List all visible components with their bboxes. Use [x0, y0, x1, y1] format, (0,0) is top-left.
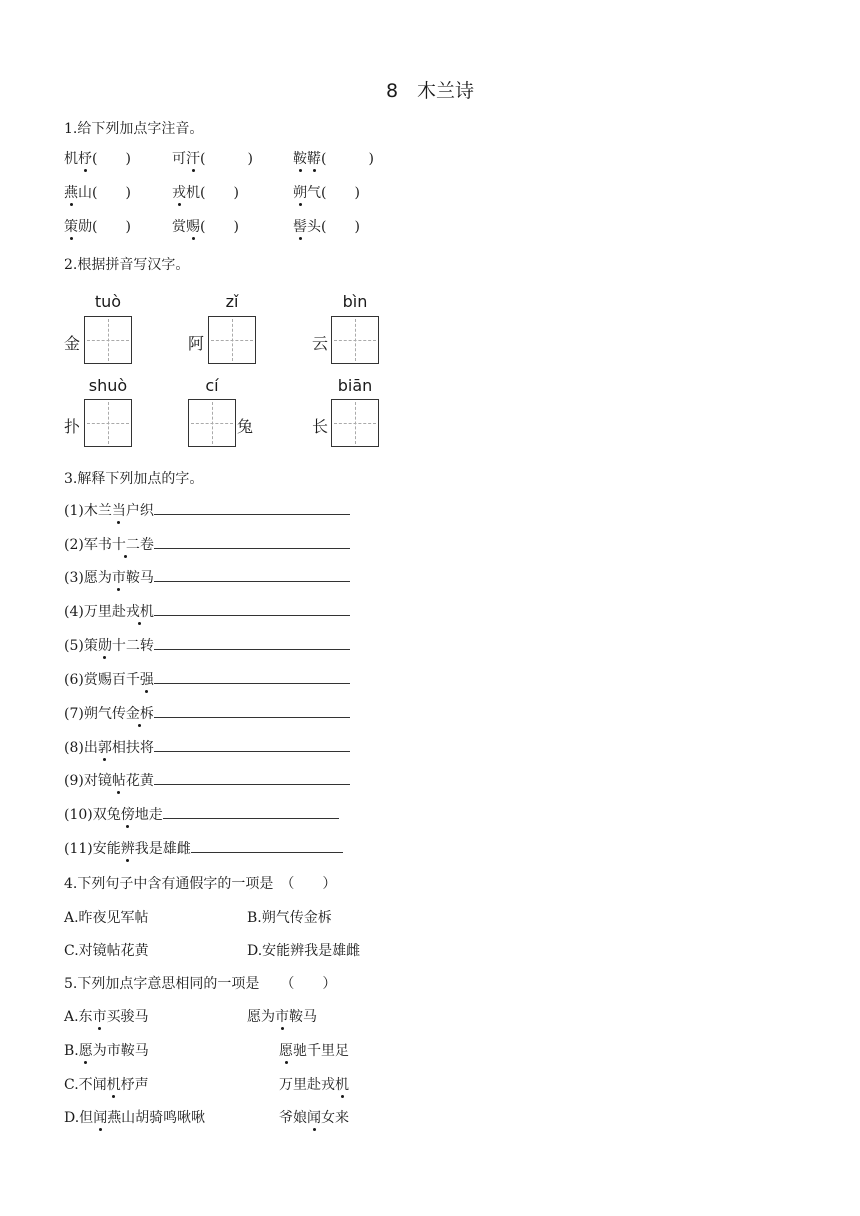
- answer-line-3[interactable]: [154, 567, 350, 582]
- page-title: 8 木兰诗: [385, 80, 475, 102]
- q1-item-8: 赏赐( ): [172, 216, 239, 236]
- char-before-6: 长: [312, 417, 329, 436]
- q3-item-4: (4)万里赴戎机: [64, 601, 350, 621]
- q5-option-d-right: 爷娘闻女来: [279, 1107, 349, 1127]
- q3-item-8: (8)出郭相扶将: [64, 737, 350, 757]
- q3-item-5: (5)策勋十二转: [64, 635, 350, 655]
- q1-heading: 1.给下列加点字注音。: [64, 121, 204, 137]
- q1-item-7: 策勋( ): [64, 216, 131, 236]
- q3-item-11: (11)安能辨我是雄雌: [64, 838, 343, 858]
- q1-item-6: 朔气( ): [293, 182, 360, 202]
- char-before-2: 阿: [188, 334, 205, 353]
- answer-line-6[interactable]: [154, 669, 350, 684]
- q1-item-1: 机杼( ): [64, 148, 131, 168]
- q1-item-9: 髻头( ): [293, 216, 360, 236]
- q3-item-9: (9)对镜帖花黄: [64, 770, 350, 790]
- char-before-1: 金: [64, 334, 81, 353]
- writing-grid-4[interactable]: [84, 399, 132, 447]
- answer-line-11[interactable]: [191, 838, 343, 853]
- q3-item-3: (3)愿为市鞍马: [64, 567, 350, 587]
- char-before-4: 扑: [64, 417, 81, 436]
- answer-line-10[interactable]: [163, 804, 339, 819]
- pinyin-3: bìn: [342, 292, 368, 311]
- q5-option-a-left[interactable]: A.东市买骏马: [64, 1006, 149, 1026]
- writing-grid-1[interactable]: [84, 316, 132, 364]
- answer-line-7[interactable]: [154, 703, 350, 718]
- q5-option-b-left[interactable]: B.愿为市鞍马: [64, 1040, 149, 1060]
- q1-item-2: 可汗( ): [172, 148, 253, 168]
- writing-grid-5[interactable]: [188, 399, 236, 447]
- q5-option-b-right: 愿驰千里足: [279, 1040, 349, 1060]
- answer-line-5[interactable]: [154, 635, 350, 650]
- q5-option-a-right: 愿为市鞍马: [247, 1006, 317, 1026]
- char-after-5: 兔: [237, 417, 254, 436]
- pinyin-2: zǐ: [225, 292, 239, 311]
- q3-item-6: (6)赏赐百千强: [64, 669, 350, 689]
- q1-item-5: 戎机( ): [172, 182, 239, 202]
- q3-item-1: (1)木兰当户织: [64, 500, 350, 520]
- char-before-3: 云: [312, 334, 329, 353]
- pinyin-4: shuò: [88, 376, 128, 395]
- pinyin-6: biān: [337, 376, 373, 395]
- q1-item-4: 燕山( ): [64, 182, 131, 202]
- q4-option-d[interactable]: D.安能辨我是雄雌: [247, 943, 361, 959]
- q5-option-c-left[interactable]: C.不闻机杼声: [64, 1074, 149, 1094]
- q1-item-3: 鞍鞯( ): [293, 148, 374, 168]
- q3-item-2: (2)军书十二卷: [64, 534, 350, 554]
- q4-heading: 4.下列句子中含有通假字的一项是 （ ）: [64, 876, 337, 892]
- pinyin-1: tuò: [94, 292, 122, 311]
- answer-line-9[interactable]: [154, 770, 350, 785]
- pinyin-5: cí: [205, 376, 219, 395]
- q2-heading: 2.根据拼音写汉字。: [64, 257, 190, 273]
- q4-option-a[interactable]: A.昨夜见军帖: [64, 910, 149, 926]
- q3-heading: 3.解释下列加点的字。: [64, 471, 204, 487]
- writing-grid-6[interactable]: [331, 399, 379, 447]
- q3-item-7: (7)朔气传金柝: [64, 703, 350, 723]
- q4-option-c[interactable]: C.对镜帖花黄: [64, 943, 149, 959]
- answer-line-1[interactable]: [154, 500, 350, 515]
- answer-line-8[interactable]: [154, 737, 350, 752]
- q5-heading: 5.下列加点字意思相同的一项是 （ ）: [64, 976, 337, 992]
- q5-option-d-left[interactable]: D.但闻燕山胡骑鸣啾啾: [64, 1107, 205, 1127]
- writing-grid-3[interactable]: [331, 316, 379, 364]
- q5-option-c-right: 万里赴戎机: [279, 1074, 349, 1094]
- q4-option-b[interactable]: B.朔气传金柝: [247, 910, 332, 926]
- q3-item-10: (10)双兔傍地走: [64, 804, 339, 824]
- answer-line-4[interactable]: [154, 601, 350, 616]
- writing-grid-2[interactable]: [208, 316, 256, 364]
- answer-line-2[interactable]: [154, 534, 350, 549]
